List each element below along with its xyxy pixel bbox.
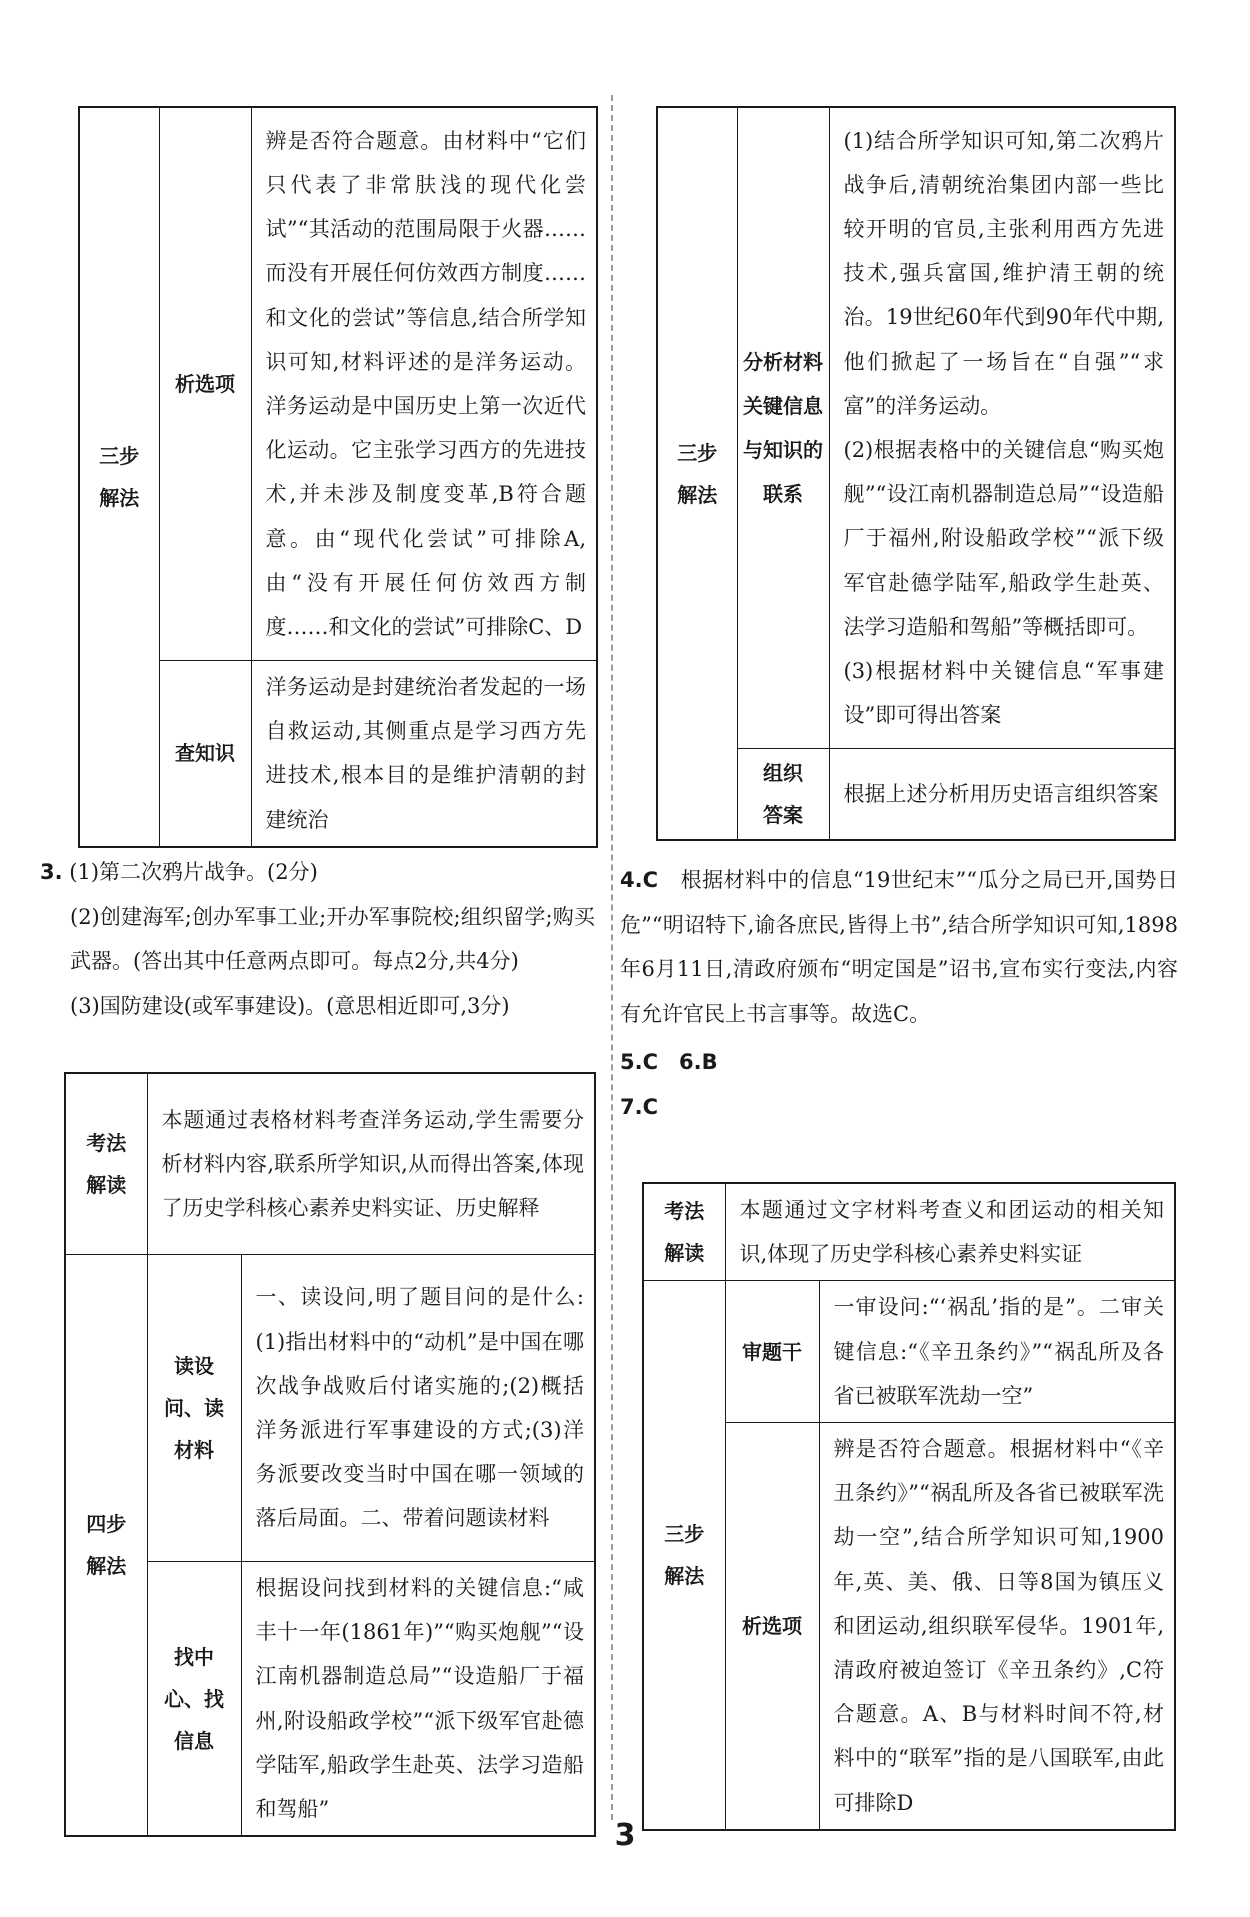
answer-letter: C xyxy=(642,868,659,892)
row-label: 析选项 xyxy=(159,107,251,661)
method-label: 三步解法 xyxy=(643,1281,725,1830)
question-number: 3 xyxy=(40,860,55,884)
question-4 xyxy=(620,858,1178,1129)
row-label: 读设问、读材料 xyxy=(147,1255,241,1562)
row-label: 析选项 xyxy=(725,1423,819,1830)
kaofa-label: 考法解读 xyxy=(643,1183,725,1281)
row-label: 审题干 xyxy=(725,1281,819,1423)
paragraph: (1)结合所学知识可知,第二次鸦片战争后,清朝统治集团内部一些比较开明的官员,主张利用西方先进技术,强兵富国,维护清王朝的统治。19世纪60年代到90年代中期,他们掀起了一场旨在“自强”“求富”的洋务运动。 xyxy=(843,128,1164,418)
row-text xyxy=(829,107,1175,749)
question-3 xyxy=(40,850,595,1028)
top-right-method-table xyxy=(656,106,1176,841)
top-left-method-table xyxy=(78,106,598,848)
row-text: 辨是否符合题意。根据材料中“《辛丑条约》”“祸乱所及各省已被联军洗劫一空”,结合所学知识可知,1900年,英、美、俄、日等8国为镇压义和团运动,组织联军侵华。1901年,清政府被迫签订《辛丑条约》,C符合题意。A、B与材料时间不符,材料中的“联军”指的是八国联军,由此可排除D xyxy=(819,1423,1175,1830)
bottom-right-method-table xyxy=(642,1182,1176,1831)
bottom-left-method-table xyxy=(64,1072,596,1837)
kaofa-text: 本题通过文字材料考查义和团运动的相关知识,体现了历史学科核心素养史料实证 xyxy=(725,1183,1175,1281)
question-7: 7.C xyxy=(620,1094,659,1119)
page-number: 3 xyxy=(614,1818,636,1853)
row-text: 辨是否符合题意。由材料中“它们只代表了非常肤浅的现代化尝试”“其活动的范围局限于火器……而没有开展任何仿效西方制度……和文化的尝试”等信息,结合所学知识可知,材料评述的是洋务运动。洋务运动是中国历史上第一次近代化运动。它主张学习西方的先进技术,并未涉及制度变革,B符合题意。由“现代化尝试”可排除A,由“没有开展任何仿效西方制度……和文化的尝试”可排除C、D xyxy=(251,107,597,661)
answer-line: 3. (1)第二次鸦片战争。(2分) xyxy=(40,860,318,884)
row-text: 一审设问:“‘祸乱’指的是”。二审关键信息:“《辛丑条约》”“祸乱所及各省已被联军洗劫一空” xyxy=(819,1281,1175,1423)
question-number: 4 xyxy=(620,868,635,892)
row-text: 一、读设问,明了题目问的是什么:(1)指出材料中的“动机”是中国在哪次战争战败后付诸实施的;(2)概括洋务派进行军事建设的方式;(3)洋务派要改变当时中国在哪一领域的落后局面。二、带着问题读材料 xyxy=(241,1255,595,1562)
answer-line: (2)创建海军;创办军事工业;开办军事院校;组织留学;购买武器。(答出其中任意两点即可。每点2分,共4分) xyxy=(70,904,595,973)
answer-line: (3)国防建设(或军事建设)。(意思相近即可,3分) xyxy=(70,993,510,1018)
paragraph: (2)根据表格中的关键信息“购买炮舰”“设江南机器制造总局”“设造船厂于福州,附设船政学校”“派下级军官赴德学陆军,船政学生赴英、法学习造船和驾船”等概括即可。 xyxy=(843,438,1164,639)
row-text: 根据上述分析用历史语言组织答案 xyxy=(829,749,1175,841)
method-label: 三步解法 xyxy=(79,107,159,847)
row-label: 查知识 xyxy=(159,661,251,847)
row-label: 分析材料关键信息与知识的联系 xyxy=(737,107,829,749)
kaofa-label: 考法解读 xyxy=(65,1073,147,1255)
column-divider xyxy=(611,95,613,1820)
kaofa-text: 本题通过表格材料考查洋务运动,学生需要分析材料内容,联系所学知识,从而得出答案,体现了历史学科核心素养史料实证、历史解释 xyxy=(147,1073,595,1255)
method-label: 三步解法 xyxy=(657,107,737,840)
row-label: 找中心、找信息 xyxy=(147,1562,241,1837)
row-text: 洋务运动是封建统治者发起的一场自救运动,其侧重点是学习西方先进技术,根本目的是维护清朝的封建统治 xyxy=(251,661,597,847)
answer-paragraph: 4.C 根据材料中的信息“19世纪末”“瓜分之局已开,国势日危”“明诏特下,谕各庶民,皆得上书”,结合所学知识可知,1898年6月11日,清政府颁布“明定国是”诏书,宣布实行变法,内容有允许官民上书言事等。故选C。 xyxy=(620,868,1178,1026)
paragraph: (3)根据材料中关键信息“军事建设”即可得出答案 xyxy=(843,659,1164,728)
row-text: 根据设问找到材料的关键信息:“咸丰十一年(1861年)”“购买炮舰”“设江南机器制造总局”“设造船厂于福州,附设船政学校”“派下级军官赴德学陆军,船政学生赴英、法学习造船和驾船” xyxy=(241,1562,595,1837)
question-5-6: 5.C 6.B xyxy=(620,1050,718,1074)
method-label: 四步解法 xyxy=(65,1255,147,1837)
row-label: 组织答案 xyxy=(737,749,829,841)
